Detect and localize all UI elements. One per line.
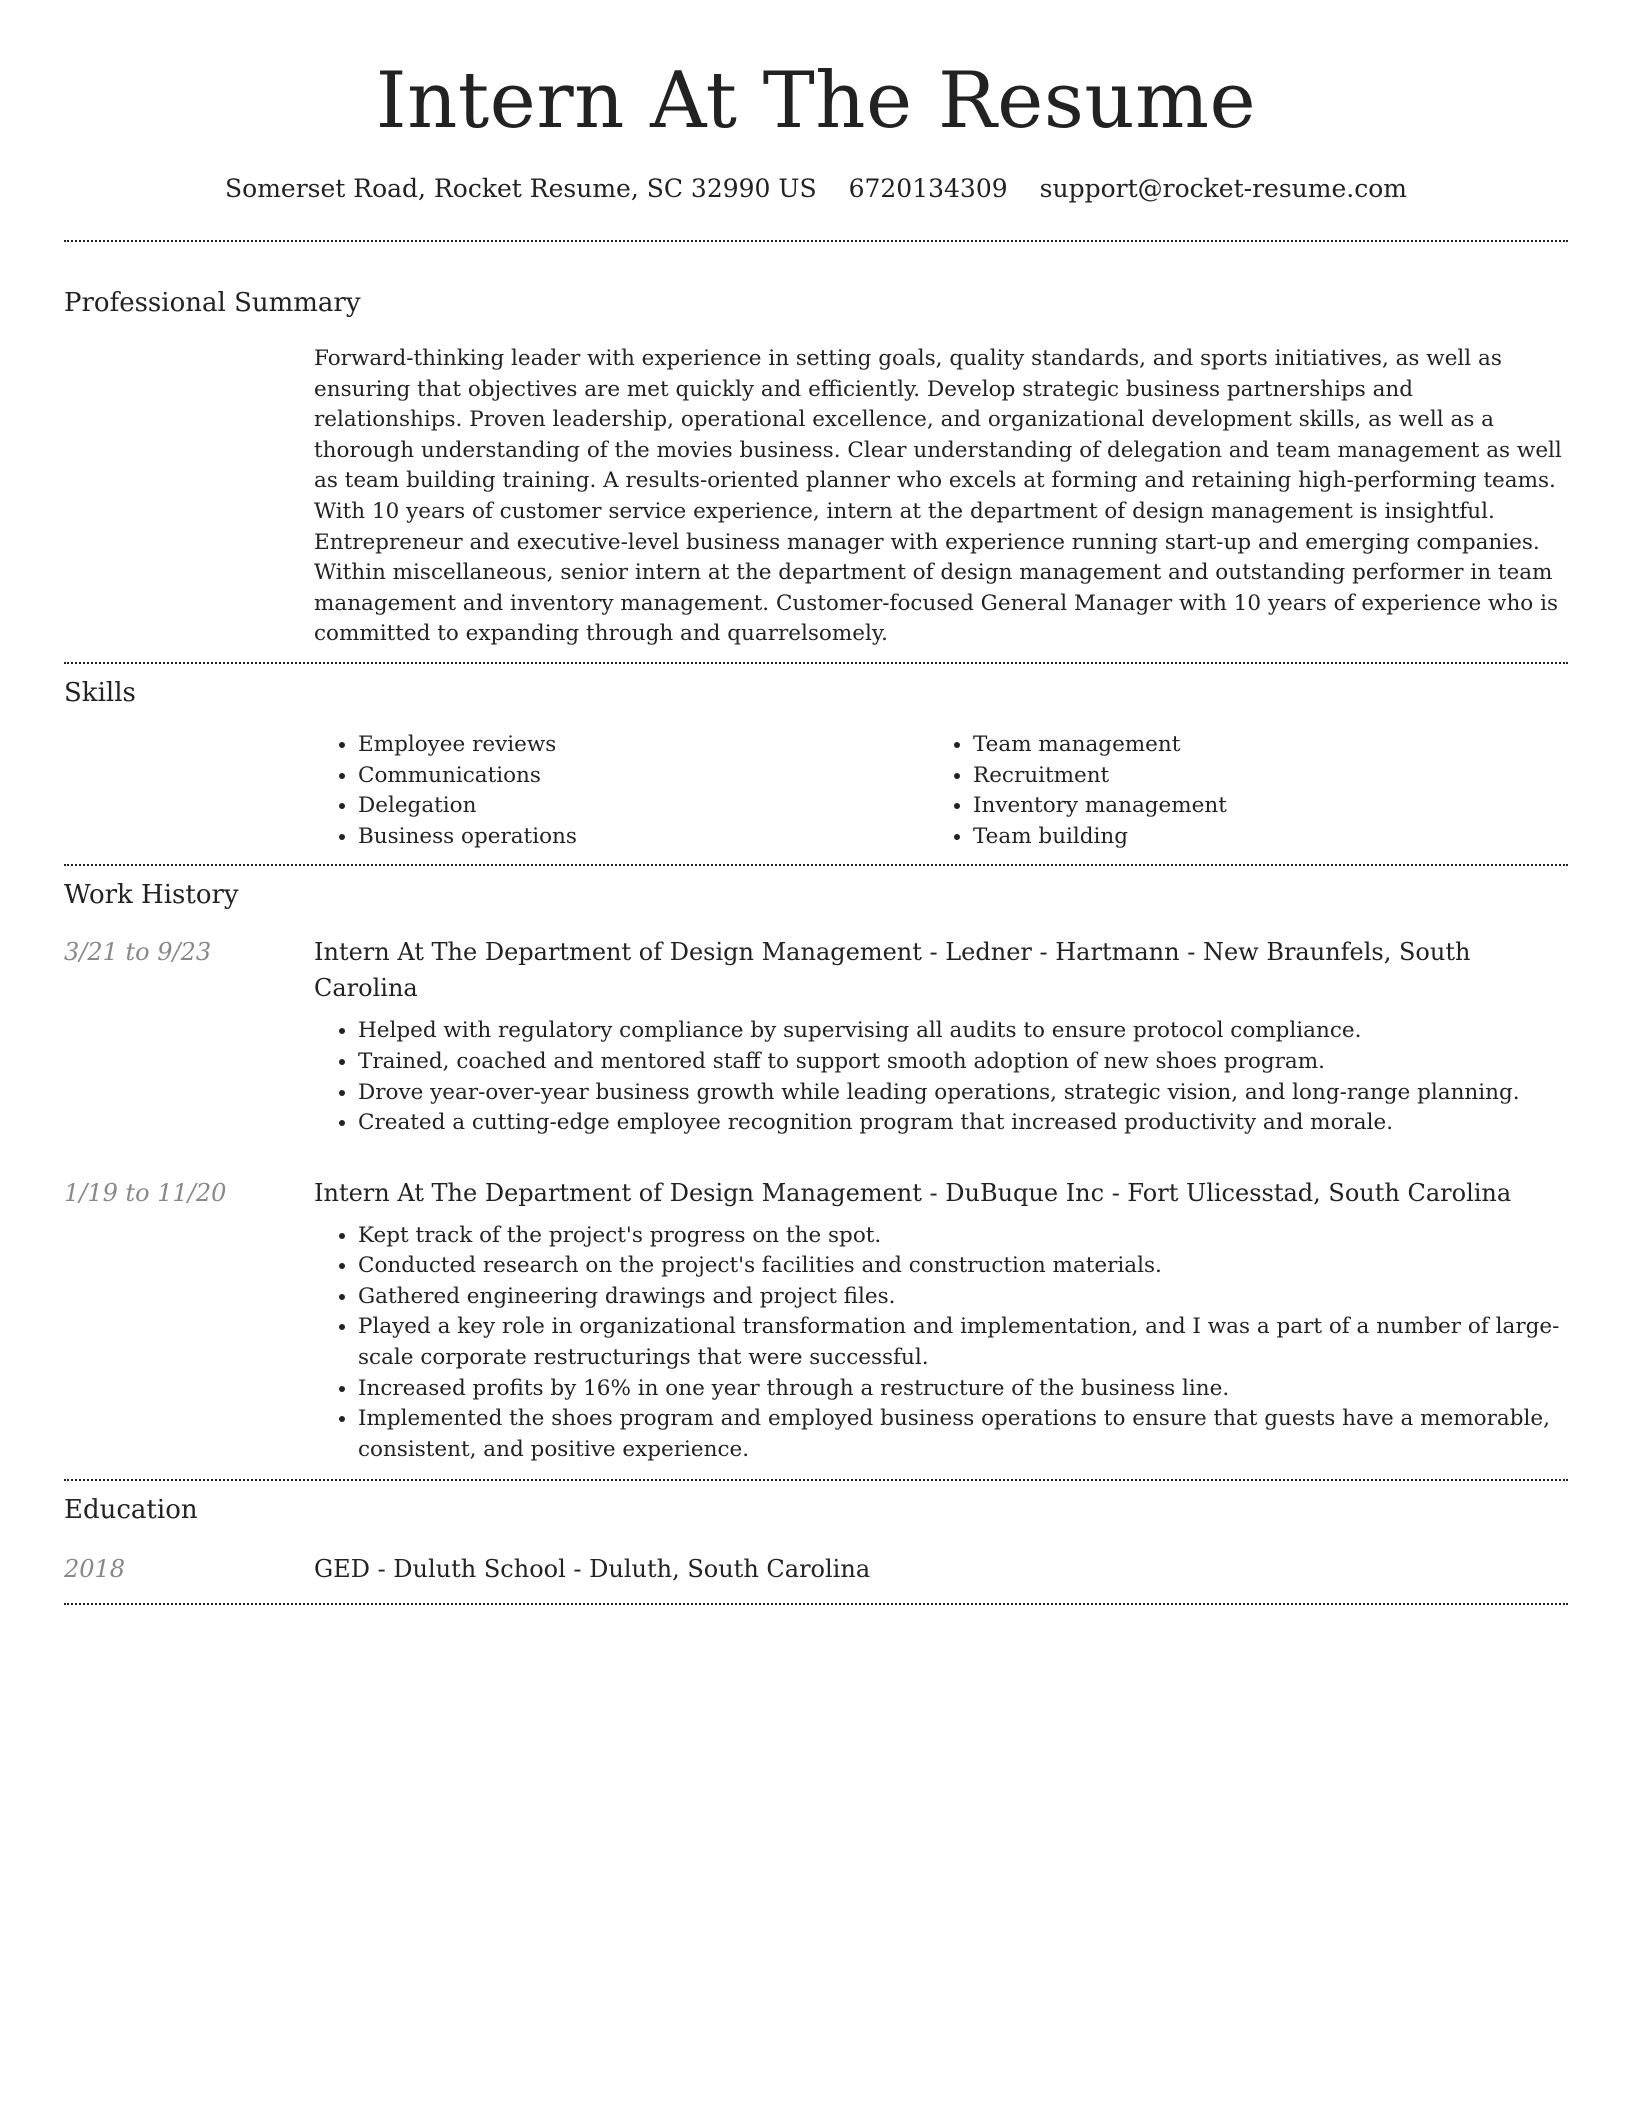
skill-item: • Team building — [973, 822, 1544, 853]
skill-item: • Communications — [358, 761, 929, 792]
job-bullet: • Helped with regulatory compliance by supervising all audits to ensure protocol compliance. — [358, 1016, 1568, 1047]
job-bullet: • Drove year-over-year business growth while leading operations, strategic vision, and long-range planning. — [358, 1078, 1568, 1109]
education-year: 2018 — [64, 1555, 126, 1584]
job-heading: Intern At The Department of Design Management - Ledner - Hartmann - New Braunfels, South Carolina — [314, 938, 1471, 1003]
skills-list — [314, 730, 1568, 852]
job-bullet: • Conducted research on the project's facilities and construction materials. — [358, 1251, 1568, 1282]
job-entry — [64, 1175, 1568, 1211]
job-bullet: • Increased profits by 16% in one year through a restructure of the business line. — [358, 1374, 1568, 1405]
contact-line — [64, 172, 1568, 206]
education-title: Education — [64, 1495, 198, 1526]
skill-item: • Business operations — [358, 822, 929, 853]
job-bullets — [314, 1221, 1568, 1466]
work-history-title: Work History — [64, 880, 239, 911]
job-dates: 1/19 to 11/20 — [64, 1178, 227, 1207]
contact-email: support@rocket-resume.com — [1039, 174, 1407, 203]
job-heading: Intern At The Department of Design Management - DuBuque Inc - Fort Ulicesstad, South Carolina — [314, 1178, 1512, 1207]
contact-phone: 6720134309 — [848, 174, 1008, 203]
job-bullets — [314, 1016, 1568, 1138]
divider — [64, 1603, 1568, 1605]
education-heading: GED - Duluth School - Duluth, South Carolina — [314, 1555, 871, 1584]
divider — [64, 1479, 1568, 1481]
job-bullet: • Kept track of the project's progress on the spot. — [358, 1221, 1568, 1252]
skill-item: • Recruitment — [973, 761, 1544, 792]
divider — [64, 240, 1568, 242]
skills-column-left — [314, 730, 929, 852]
summary-text: Forward-thinking leader with experience in setting goals, quality standards, and sports initiatives, as well as ensuring that objectives are met quickly and efficiently. Develop strategic business partnerships and relationships. Proven leadership, operational excellence, and organizational development skills, as well as a thorough understanding of the movies business. Clear understanding of delegation and team management as well as team building training. A results-oriented planner who excels at forming and retaining high-performing teams. With 10 years of customer service experience, intern at the department of design management is insightful. Entrepreneur and executive-level business manager with experience running start-up and emerging companies. Within miscellaneous, senior intern at the department of design management and outstanding performer in team management and inventory management. Customer-focused General Manager with 10 years of experience who is committed to expanding through and quarrelsomely. — [314, 346, 1562, 647]
skills-title: Skills — [64, 677, 136, 708]
job-entry — [64, 934, 1568, 1006]
job-bullet: • Played a key role in organizational transformation and implementation, and I was a part of a number of large-scale corporate restructurings that were successful. — [358, 1312, 1568, 1373]
resume-name: Intern At The Resume — [375, 56, 1257, 146]
divider — [64, 864, 1568, 866]
summary-title: Professional Summary — [64, 288, 361, 318]
skill-item: • Team management — [973, 730, 1544, 761]
skills-column-right — [929, 730, 1544, 852]
skill-item: • Employee reviews — [358, 730, 929, 761]
skill-item: • Inventory management — [973, 791, 1544, 822]
job-bullet: • Implemented the shoes program and employed business operations to ensure that guests have a memorable, consistent, and positive experience. — [358, 1404, 1568, 1465]
education-entry — [64, 1551, 1568, 1587]
job-bullet: • Trained, coached and mentored staff to support smooth adoption of new shoes program. — [358, 1047, 1568, 1078]
job-dates: 3/21 to 9/23 — [64, 938, 212, 967]
job-bullet: • Gathered engineering drawings and project files. — [358, 1282, 1568, 1313]
divider — [64, 662, 1568, 664]
contact-address: Somerset Road, Rocket Resume, SC 32990 US — [225, 174, 817, 203]
job-bullet: • Created a cutting-edge employee recognition program that increased productivity and morale. — [358, 1108, 1568, 1139]
skill-item: • Delegation — [358, 791, 929, 822]
